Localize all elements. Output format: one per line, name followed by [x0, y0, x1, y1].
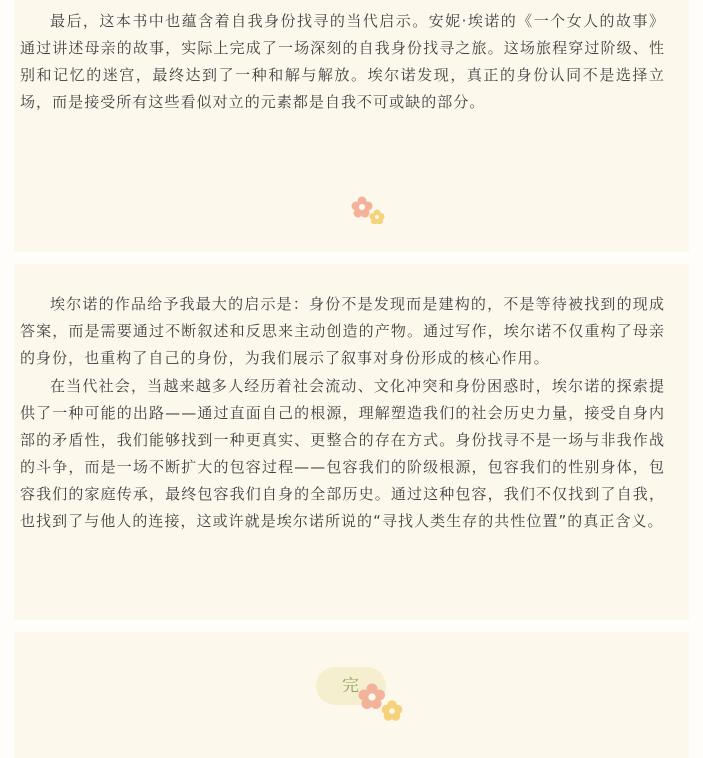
flower-cluster-icon: [350, 196, 386, 224]
article-section-2: [20, 291, 665, 535]
article-paragraph: 在当代社会，当越来越多人经历着社会流动、文化冲突和身份困惑时，埃尔诺的探索提供了一种可能的出路——通过直面自己的根源，理解塑造我们的社会历史力量，接受自身内部的矛盾性，我们能够找到一种更真实、更整合的存在方式。身份找寻不是一场与非我作战的斗争，而是一场不断扩大的包容过程——包容我们的阶级根源，包容我们的性别身体，包容我们的家庭传承，最终包容我们自身的全部历史。通过这种包容，我们不仅找到了自我，也找到了与他人的连接，这或许就是埃尔诺所说的“寻找人类生存的共性位置”的真正含义。: [20, 377, 665, 530]
article-section-1: [20, 8, 665, 116]
article-paragraph: 埃尔诺的作品给予我最大的启示是：身份不是发现而是建构的，不是等待被找到的现成答案，而是需要通过不断叙述和反思来主动创造的产物。通过写作，埃尔诺不仅重构了母亲的身份，也重构了自己的身份，为我们展示了叙事对身份形成的核心作用。: [20, 295, 665, 367]
article-paragraph: 最后，这本书中也蕴含着自我身份找寻的当代启示。安妮·埃诺的《一个女人的故事》通过讲述母亲的故事，实际上完成了一场深刻的自我身份找寻之旅。这场旅程穿过阶级、性别和记忆的迷宫，最终达到了一种和解与解放。埃尔诺发现，真正的身份认同不是选择立场，而是接受所有这些看似对立的元素都是自我不可或缺的部分。: [20, 12, 665, 111]
flower-cluster-icon: [357, 683, 405, 723]
end-label: 完: [342, 676, 359, 696]
